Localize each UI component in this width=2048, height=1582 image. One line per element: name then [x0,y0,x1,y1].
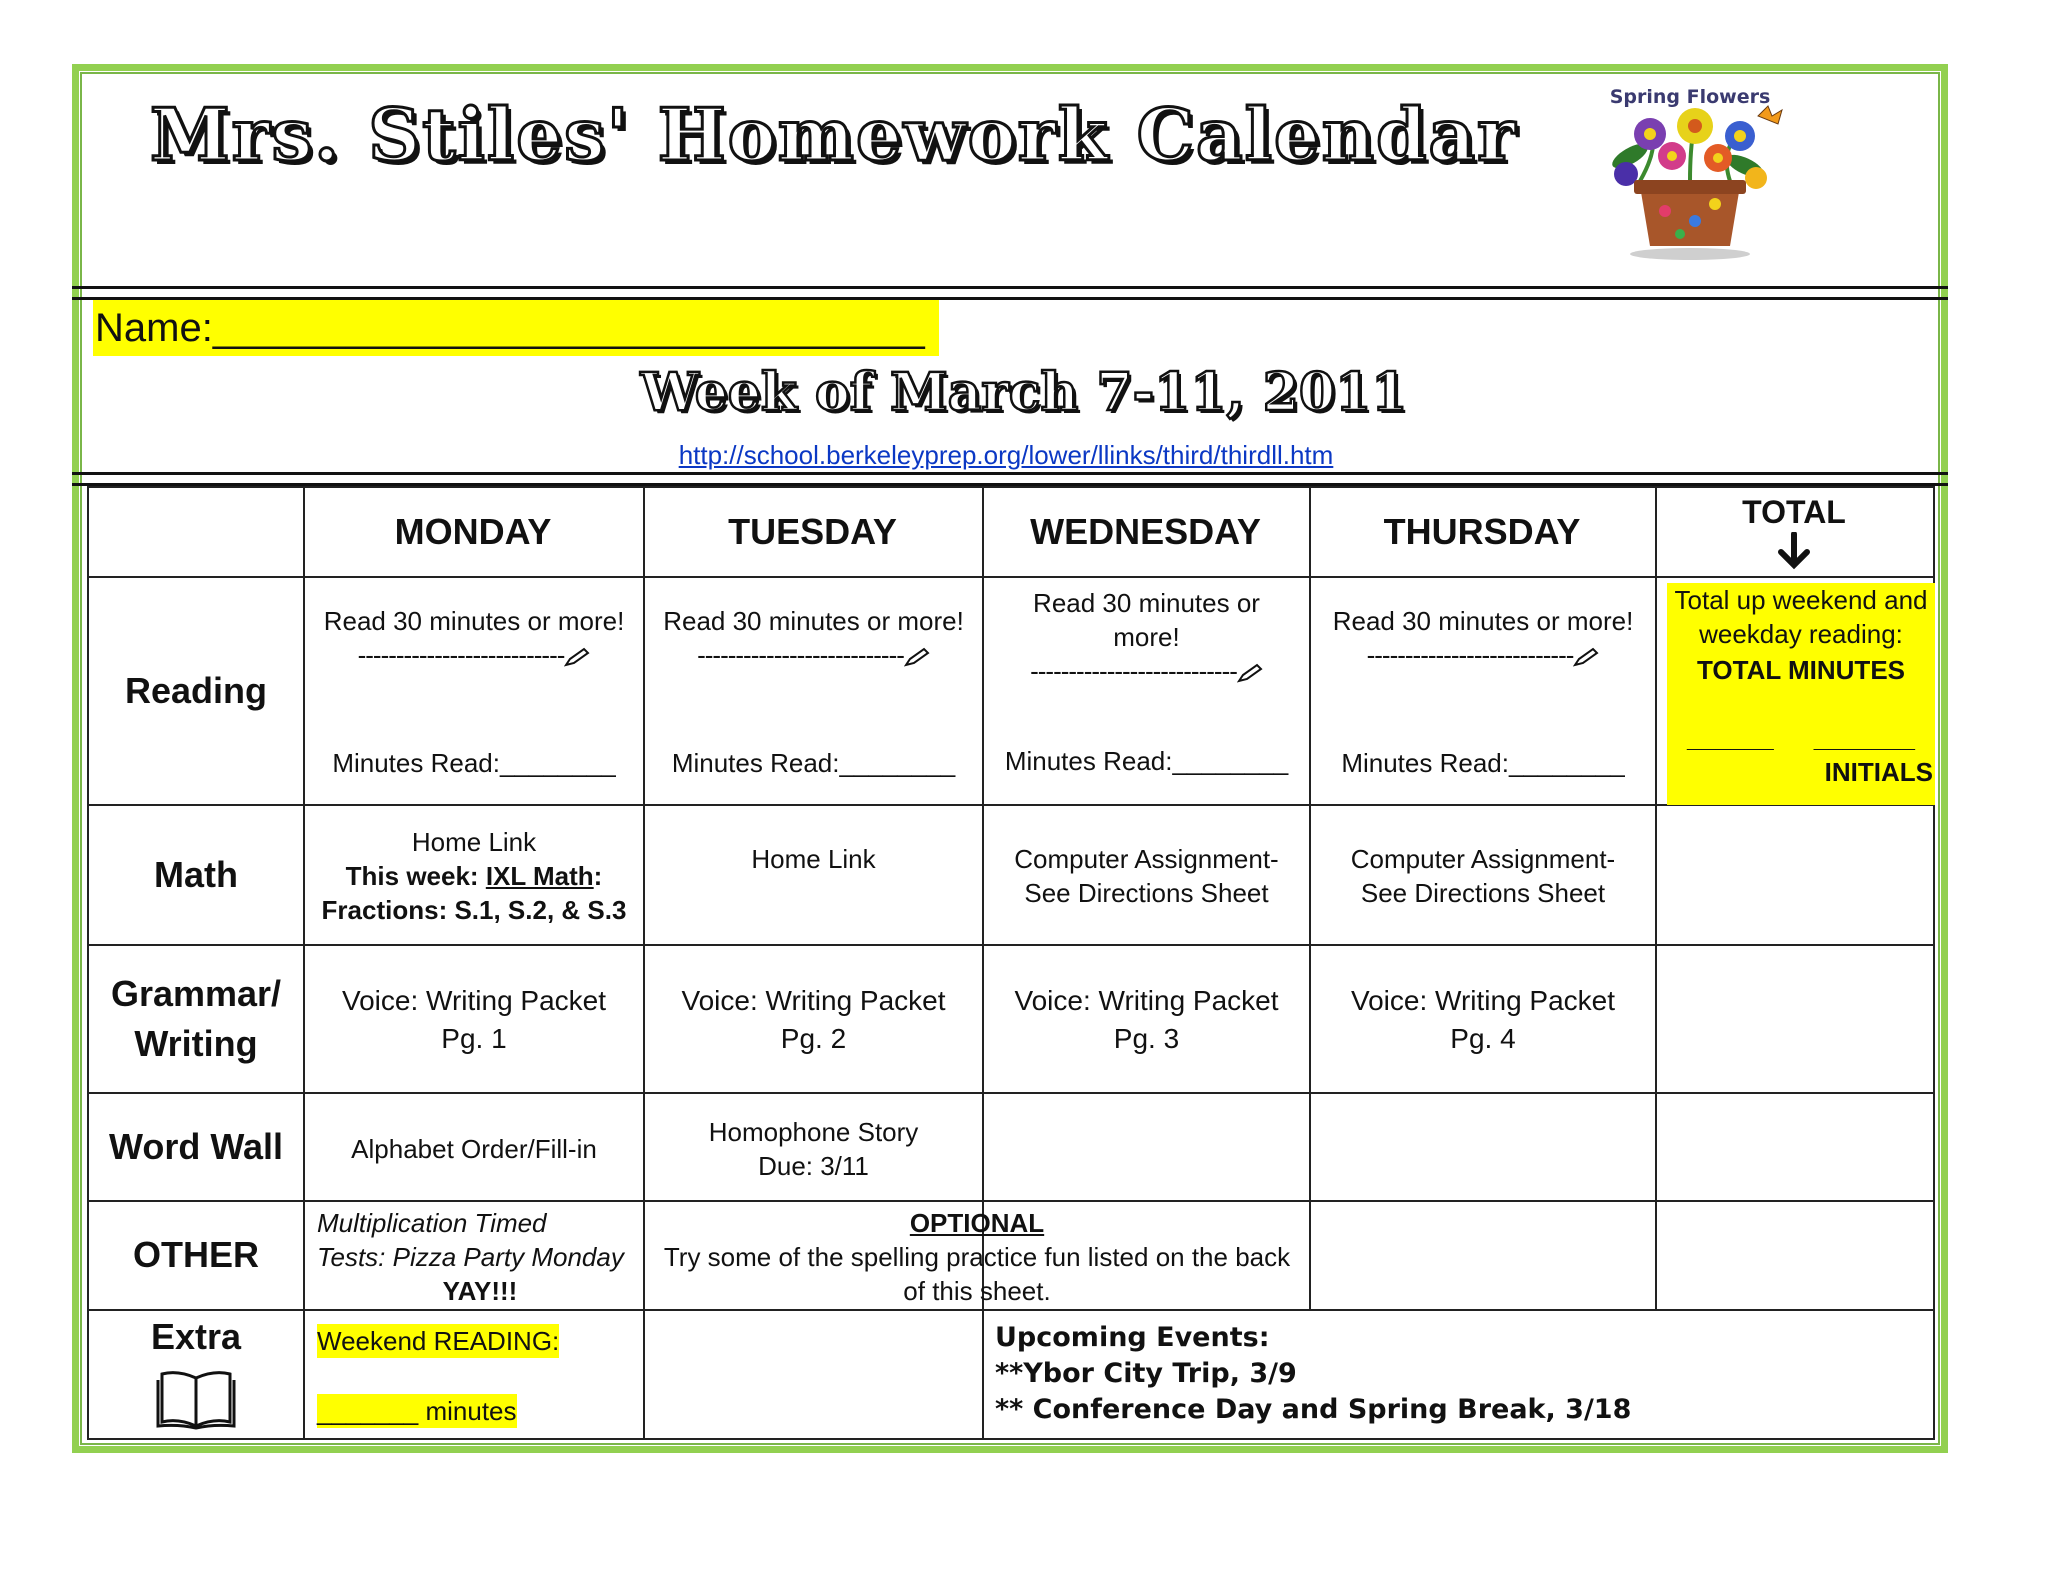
reading-task: Read 30 minutes or more! [1332,606,1634,636]
reading-monday [305,580,643,804]
math-wednesday-line1: Computer Assignment- [1014,844,1279,874]
math-monday-line2: This week: IXL Math: [345,861,603,891]
total-blanks [1687,721,1915,755]
flower-pot-icon [1580,86,1800,266]
book-icon [156,1368,236,1430]
row-header-reading: Reading [124,670,267,711]
calendar-title: Mrs. Stiles' Homework Calendar [150,92,1518,177]
arrow-down-icon [1777,532,1811,570]
row-header-extra [89,1312,303,1438]
math-monday-line1: Home Link [411,827,537,857]
wordwall-monday: Alphabet Order/Fill-in [351,1134,597,1164]
event-item: ** Conference Day and Spring Break, 3/18 [995,1394,1632,1425]
optional-line1: Try some of the spelling practice fun listed on the back [663,1242,1291,1272]
reading-thursday [1311,580,1655,804]
grammar-monday [305,948,643,1092]
reading-tuesday [645,580,982,804]
math-wednesday-line2: See Directions Sheet [1024,878,1269,908]
grammar-task: Voice: Writing Packet [1350,985,1616,1016]
math-thursday-line2: See Directions Sheet [1360,878,1606,908]
upcoming-events-heading: Upcoming Events: [995,1322,1270,1353]
minutes-read-field[interactable]: Minutes Read:________ [1004,746,1289,776]
minutes-read-field[interactable]: Minutes Read:________ [1341,748,1625,778]
grammar-wednesday [984,948,1309,1092]
math-monday-line3: Fractions: S.1, S.2, & S.3 [321,895,627,925]
dash-line: --------------------------- [358,638,591,672]
spring-flowers-logo [1580,86,1800,266]
total-reading [1667,583,1935,803]
pencil-icon [564,647,590,667]
initials-field[interactable]: _______ [1813,723,1915,753]
grammar-task: Voice: Writing Packet [341,985,607,1016]
wordwall-tuesday-line1: Homophone Story [708,1117,919,1147]
other-monday [305,1204,643,1310]
row-header-grammar [89,946,303,1092]
pencil-icon [904,647,930,667]
row-header-grammar-line1: Grammar/ [110,973,282,1014]
math-tuesday [645,808,982,944]
ixl-math-label: IXL Math [485,861,594,891]
other-monday-line1: Multiplication Timed [317,1208,547,1238]
week-heading: Week of March 7-11, 2011 [640,362,1408,423]
other-monday-line3: YAY!!! [442,1276,518,1306]
math-wednesday [984,808,1309,944]
total-header [1655,488,1933,576]
section-divider [72,286,1948,300]
grammar-page: Pg. 2 [780,1023,847,1054]
section-divider [72,472,1948,486]
resource-link[interactable]: http://school.berkeleyprep.org/lower/llinks/third/thirdll.htm [678,440,1334,470]
weekend-reading-label: Weekend READING: [317,1326,560,1356]
name-field[interactable]: Name:________________________________ [93,300,939,356]
weekend-minutes-field[interactable]: _______ minutes [317,1396,517,1426]
wordwall-tuesday-line2: Due: 3/11 [758,1151,869,1181]
dash-line: --------------------------- [697,638,930,672]
row-header-math: Math [154,854,238,895]
other-monday-line2: Tests: Pizza Party Monday [317,1242,624,1272]
row-header-grammar-line2: Writing [134,1023,258,1064]
reading-task: Read 30 minutes or more! [663,606,964,636]
grammar-page: Pg. 3 [1113,1023,1180,1054]
grammar-task: Voice: Writing Packet [681,985,946,1016]
upcoming-events [995,1320,1631,1428]
optional-label: OPTIONAL [909,1208,1045,1238]
total-minutes-field[interactable]: ______ [1687,723,1774,753]
day-header-tuesday: TUESDAY [728,511,897,552]
reading-wednesday [984,580,1309,804]
minutes-read-field[interactable]: Minutes Read:________ [671,748,956,778]
reading-task: Read 30 minutes or more! [323,606,625,636]
row-header-wordwall: Word Wall [109,1126,283,1167]
pencil-icon [1237,663,1263,683]
pencil-icon [1573,647,1599,667]
other-optional [645,1204,1309,1310]
optional-line2: of this sheet. [903,1276,1051,1306]
total-label: TOTAL [1742,494,1846,530]
reading-task-line2: more! [1113,622,1180,652]
day-header-monday: MONDAY [394,511,552,552]
logo-caption: Spring Flowers [1609,86,1771,108]
grammar-thursday [1311,948,1655,1092]
day-header-wednesday: WEDNESDAY [1030,511,1261,552]
math-thursday [1311,808,1655,944]
dash-line: --------------------------- [1367,638,1600,672]
total-minutes-label: TOTAL MINUTES [1697,655,1905,685]
math-thursday-line1: Computer Assignment- [1350,844,1616,874]
row-header-other: OTHER [133,1234,259,1275]
extra-weekend-reading [305,1312,643,1438]
grammar-task: Voice: Writing Packet [1014,985,1279,1016]
reading-task-line1: Read 30 minutes or [1033,588,1260,618]
grammar-page: Pg. 4 [1450,1023,1516,1054]
dash-line: --------------------------- [1030,654,1263,688]
row-header-extra-label: Extra [150,1316,242,1357]
initials-label: INITIALS [1824,757,1933,787]
grammar-page: Pg. 1 [441,1023,507,1054]
math-tuesday-text: Home Link [751,844,876,874]
event-item: **Ybor City Trip, 3/9 [995,1358,1297,1389]
wordwall-tuesday [645,1096,982,1202]
total-reading-line1: Total up weekend and [1674,585,1928,615]
day-header-thursday: THURSDAY [1383,511,1581,552]
total-reading-line2: weekday reading: [1699,619,1903,649]
grammar-tuesday [645,948,982,1092]
math-monday [305,808,643,944]
minutes-read-field[interactable]: Minutes Read:________ [332,748,616,778]
